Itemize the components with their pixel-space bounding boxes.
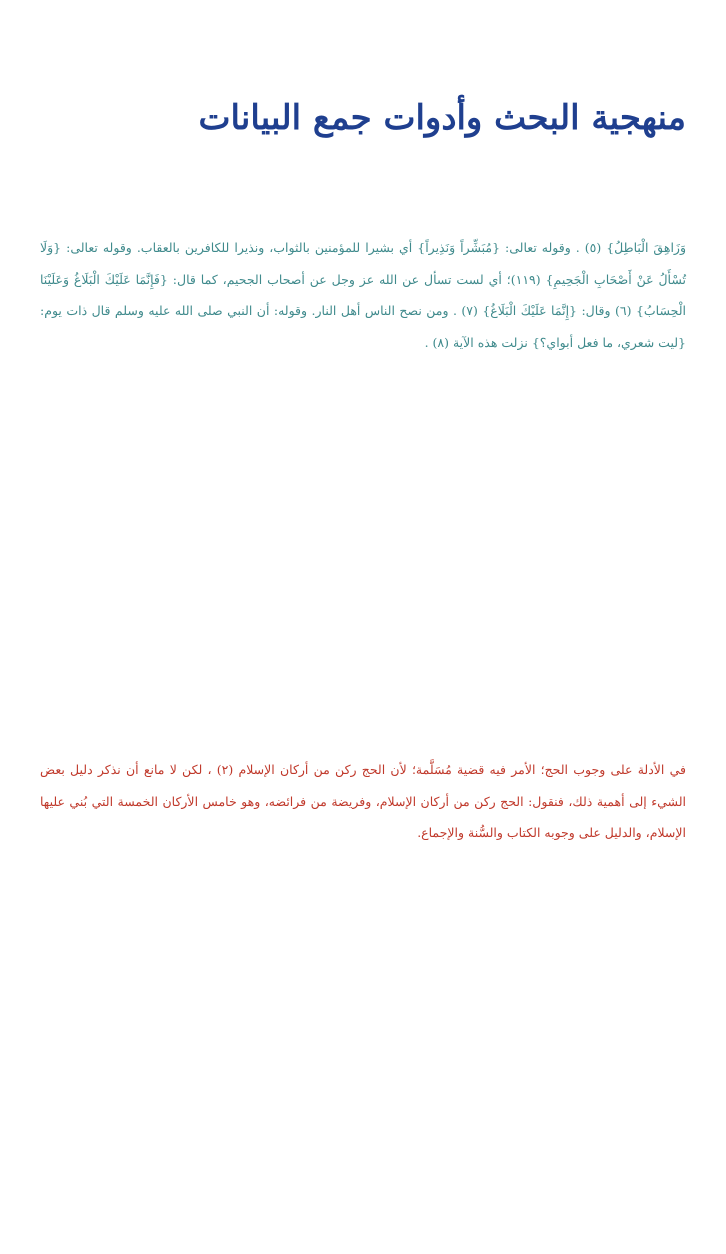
body-paragraph-quran-verses: وَزَاهِقَ الْبَاطِلُ} (٥) . وقوله تعالى: {مُبَشِّراً وَنَذِيراً} أي بشيرا للمؤمنين بالثواب، ونذيرا للكافرين بالعقاب. وقوله تعالى: {وَلَا تُسْأَلُ عَنْ أَصْحَابِ الْجَحِيمِ} (١١٩)؛ أي لست تسأل عن الله عز وجل عن أصحاب الجحيم، كما قال: {فَإِنَّمَا عَلَيْكَ الْبَلَاغُ وَعَلَيْنَا الْحِسَابُ} (٦) وقال: {إِنَّمَا عَلَيْكَ الْبَلَاغُ} (٧) . ومن نصح الناس أهل النار. وقوله: أن النبي صلى الله عليه وسلم قال ذات يوم: {ليت شعري، ما فعل أبواي؟} نزلت هذه الآية (٨) . — [40, 240, 686, 350]
body-paragraph-hajj-evidence: في الأدلة على وجوب الحج؛ الأمر فيه قضية مُسَلَّمة؛ لأن الحج ركن من أركان الإسلام (٢) ، لكن لا مانع أن نذكر دليل بعض الشيء إلى أهمية ذلك، فنقول: الحج ركن من أركان الإسلام، وفريضة من فرائضه، وهو خامس الأركان الخمسة التي بُني عليها الإسلام، والدليل على وجوبه الكتاب والسُّنة والإجماع. — [40, 762, 686, 840]
page-title: منهجية البحث وأدوات جمع البيانات — [198, 98, 686, 138]
